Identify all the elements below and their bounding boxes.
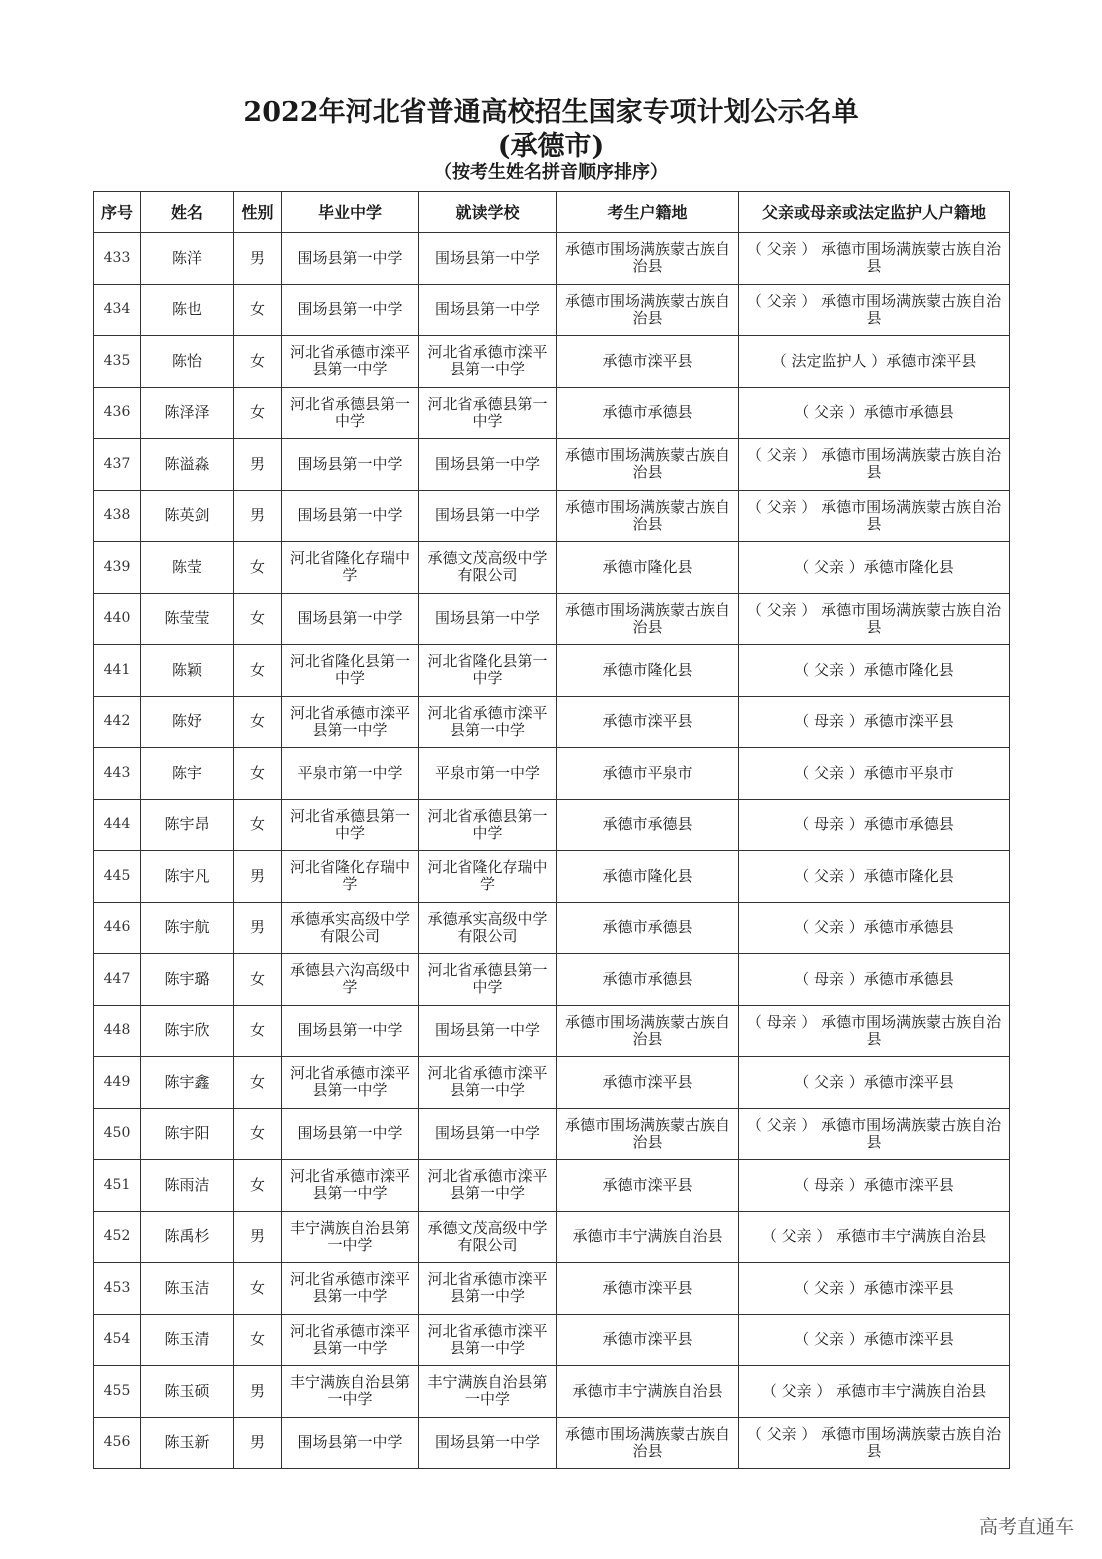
- cell-current-school: 河北省承德县第一中学: [419, 954, 557, 1006]
- cell-student-domicile: 承德市承德县: [557, 799, 739, 851]
- header-name: 姓名: [141, 192, 234, 233]
- table-row: [94, 799, 1010, 851]
- table-row: [94, 1263, 1010, 1315]
- table-row: [94, 593, 1010, 645]
- cell-grad-school: 围场县第一中学: [282, 1005, 419, 1057]
- cell-parent-domicile: （ 父亲 ） 承德市围场满族蒙古族自治县: [739, 233, 1010, 285]
- table-row: [94, 542, 1010, 594]
- cell-grad-school: 围场县第一中学: [282, 1108, 419, 1160]
- cell-parent-domicile: （ 父亲 ）承德市平泉市: [739, 748, 1010, 800]
- cell-grad-school: 承德县六沟高级中学: [282, 954, 419, 1006]
- cell-seq: 447: [94, 954, 141, 1006]
- cell-seq: 450: [94, 1108, 141, 1160]
- cell-gender: 女: [234, 542, 282, 594]
- cell-grad-school: 围场县第一中学: [282, 284, 419, 336]
- cell-parent-domicile: （ 母亲 ）承德市承德县: [739, 799, 1010, 851]
- table-row: [94, 696, 1010, 748]
- cell-gender: 女: [234, 1057, 282, 1109]
- cell-grad-school: 丰宁满族自治县第一中学: [282, 1211, 419, 1263]
- cell-parent-domicile: （ 父亲 ） 承德市围场满族蒙古族自治县: [739, 284, 1010, 336]
- header-current-school: 就读学校: [419, 192, 557, 233]
- cell-seq: 453: [94, 1263, 141, 1315]
- cell-student-domicile: 承德市承德县: [557, 387, 739, 439]
- table-row: [94, 1366, 1010, 1418]
- cell-current-school: 承德文茂高级中学有限公司: [419, 1211, 557, 1263]
- cell-current-school: 河北省承德市滦平县第一中学: [419, 336, 557, 388]
- cell-seq: 437: [94, 439, 141, 491]
- cell-current-school: 河北省承德县第一中学: [419, 799, 557, 851]
- cell-current-school: 河北省承德市滦平县第一中学: [419, 696, 557, 748]
- cell-student-domicile: 承德市承德县: [557, 902, 739, 954]
- cell-current-school: 围场县第一中学: [419, 490, 557, 542]
- cell-parent-domicile: （ 父亲 ）承德市隆化县: [739, 851, 1010, 903]
- cell-seq: 433: [94, 233, 141, 285]
- cell-parent-domicile: （ 父亲 ） 承德市丰宁满族自治县: [739, 1366, 1010, 1418]
- cell-seq: 440: [94, 593, 141, 645]
- cell-parent-domicile: （ 父亲 ） 承德市围场满族蒙古族自治县: [739, 490, 1010, 542]
- cell-parent-domicile: （ 父亲 ） 承德市围场满族蒙古族自治县: [739, 593, 1010, 645]
- cell-name: 陈宇: [141, 748, 234, 800]
- cell-student-domicile: 承德市承德县: [557, 954, 739, 1006]
- cell-parent-domicile: （ 父亲 ） 承德市围场满族蒙古族自治县: [739, 439, 1010, 491]
- cell-student-domicile: 承德市围场满族蒙古族自治县: [557, 439, 739, 491]
- cell-gender: 女: [234, 1160, 282, 1212]
- cell-student-domicile: 承德市滦平县: [557, 1160, 739, 1212]
- cell-grad-school: 河北省承德市滦平县第一中学: [282, 1057, 419, 1109]
- cell-gender: 男: [234, 439, 282, 491]
- cell-grad-school: 河北省承德市滦平县第一中学: [282, 336, 419, 388]
- cell-parent-domicile: （ 父亲 ）承德市滦平县: [739, 1314, 1010, 1366]
- cell-student-domicile: 承德市隆化县: [557, 542, 739, 594]
- cell-name: 陈宇阳: [141, 1108, 234, 1160]
- cell-grad-school: 围场县第一中学: [282, 490, 419, 542]
- cell-name: 陈宇欣: [141, 1005, 234, 1057]
- cell-parent-domicile: （ 父亲 ）承德市滦平县: [739, 1057, 1010, 1109]
- header-row: [94, 192, 1010, 233]
- table-row: [94, 439, 1010, 491]
- cell-student-domicile: 承德市隆化县: [557, 645, 739, 697]
- cell-seq: 455: [94, 1366, 141, 1418]
- cell-gender: 男: [234, 1417, 282, 1469]
- table-row: [94, 748, 1010, 800]
- cell-name: 陈宇璐: [141, 954, 234, 1006]
- cell-grad-school: 围场县第一中学: [282, 593, 419, 645]
- cell-seq: 451: [94, 1160, 141, 1212]
- cell-current-school: 承德承实高级中学有限公司: [419, 902, 557, 954]
- table-row: [94, 490, 1010, 542]
- cell-gender: 男: [234, 490, 282, 542]
- cell-parent-domicile: （ 父亲 ）承德市承德县: [739, 902, 1010, 954]
- cell-name: 陈也: [141, 284, 234, 336]
- header-student-domicile: 考生户籍地: [557, 192, 739, 233]
- cell-student-domicile: 承德市隆化县: [557, 851, 739, 903]
- cell-gender: 女: [234, 336, 282, 388]
- cell-name: 陈泽泽: [141, 387, 234, 439]
- cell-student-domicile: 承德市围场满族蒙古族自治县: [557, 593, 739, 645]
- cell-current-school: 河北省隆化县第一中学: [419, 645, 557, 697]
- cell-parent-domicile: （ 母亲 ）承德市滦平县: [739, 696, 1010, 748]
- cell-seq: 435: [94, 336, 141, 388]
- table-row: [94, 284, 1010, 336]
- cell-parent-domicile: （ 父亲 ）承德市滦平县: [739, 1263, 1010, 1315]
- cell-parent-domicile: （ 父亲 ） 承德市围场满族蒙古族自治县: [739, 1108, 1010, 1160]
- cell-name: 陈莹莹: [141, 593, 234, 645]
- cell-seq: 443: [94, 748, 141, 800]
- cell-student-domicile: 承德市围场满族蒙古族自治县: [557, 1108, 739, 1160]
- cell-gender: 男: [234, 1366, 282, 1418]
- cell-gender: 女: [234, 799, 282, 851]
- cell-parent-domicile: （ 母亲 ）承德市滦平县: [739, 1160, 1010, 1212]
- cell-student-domicile: 承德市围场满族蒙古族自治县: [557, 233, 739, 285]
- cell-seq: 456: [94, 1417, 141, 1469]
- table-row: [94, 1417, 1010, 1469]
- cell-parent-domicile: （ 父亲 ） 承德市丰宁满族自治县: [739, 1211, 1010, 1263]
- sort-note: （按考生姓名拼音顺序排序）: [434, 162, 668, 183]
- cell-parent-domicile: （ 父亲 ）承德市承德县: [739, 387, 1010, 439]
- cell-seq: 452: [94, 1211, 141, 1263]
- cell-grad-school: 围场县第一中学: [282, 233, 419, 285]
- cell-gender: 女: [234, 593, 282, 645]
- table-row: [94, 336, 1010, 388]
- cell-grad-school: 河北省隆化存瑞中学: [282, 851, 419, 903]
- table-row: [94, 1057, 1010, 1109]
- cell-grad-school: 河北省承德市滦平县第一中学: [282, 1160, 419, 1212]
- cell-gender: 女: [234, 1314, 282, 1366]
- page-title: 2022年河北省普通高校招生国家专项计划公示名单: [243, 97, 859, 128]
- cell-name: 陈溢淼: [141, 439, 234, 491]
- cell-grad-school: 河北省隆化存瑞中学: [282, 542, 419, 594]
- table-row: [94, 233, 1010, 285]
- cell-name: 陈雨洁: [141, 1160, 234, 1212]
- cell-student-domicile: 承德市滦平县: [557, 1314, 739, 1366]
- cell-grad-school: 平泉市第一中学: [282, 748, 419, 800]
- cell-name: 陈玉洁: [141, 1263, 234, 1315]
- cell-student-domicile: 承德市滦平县: [557, 1057, 739, 1109]
- cell-name: 陈玉硕: [141, 1366, 234, 1418]
- cell-current-school: 丰宁满族自治县第一中学: [419, 1366, 557, 1418]
- cell-current-school: 围场县第一中学: [419, 1417, 557, 1469]
- cell-name: 陈玉新: [141, 1417, 234, 1469]
- cell-grad-school: 围场县第一中学: [282, 1417, 419, 1469]
- cell-name: 陈英剑: [141, 490, 234, 542]
- cell-student-domicile: 承德市围场满族蒙古族自治县: [557, 490, 739, 542]
- cell-gender: 女: [234, 748, 282, 800]
- cell-gender: 女: [234, 387, 282, 439]
- cell-current-school: 围场县第一中学: [419, 233, 557, 285]
- cell-grad-school: 河北省承德市滦平县第一中学: [282, 1263, 419, 1315]
- cell-grad-school: 围场县第一中学: [282, 439, 419, 491]
- cell-student-domicile: 承德市丰宁满族自治县: [557, 1366, 739, 1418]
- cell-student-domicile: 承德市滦平县: [557, 1263, 739, 1315]
- cell-gender: 男: [234, 1211, 282, 1263]
- table-row: [94, 1211, 1010, 1263]
- cell-seq: 446: [94, 902, 141, 954]
- cell-seq: 436: [94, 387, 141, 439]
- cell-name: 陈禹杉: [141, 1211, 234, 1263]
- cell-name: 陈宇航: [141, 902, 234, 954]
- cell-grad-school: 河北省承德县第一中学: [282, 387, 419, 439]
- cell-name: 陈宇昂: [141, 799, 234, 851]
- student-list-table: [93, 191, 1010, 1469]
- cell-student-domicile: 承德市滦平县: [557, 336, 739, 388]
- cell-seq: 439: [94, 542, 141, 594]
- cell-parent-domicile: （ 父亲 ）承德市隆化县: [739, 542, 1010, 594]
- cell-student-domicile: 承德市平泉市: [557, 748, 739, 800]
- cell-seq: 454: [94, 1314, 141, 1366]
- cell-current-school: 承德文茂高级中学有限公司: [419, 542, 557, 594]
- cell-current-school: 河北省承德市滦平县第一中学: [419, 1263, 557, 1315]
- cell-gender: 女: [234, 1263, 282, 1315]
- cell-gender: 女: [234, 645, 282, 697]
- header-parent-domicile: 父亲或母亲或法定监护人户籍地: [739, 192, 1010, 233]
- cell-grad-school: 承德承实高级中学有限公司: [282, 902, 419, 954]
- cell-name: 陈妤: [141, 696, 234, 748]
- table-row: [94, 645, 1010, 697]
- table-row: [94, 954, 1010, 1006]
- cell-current-school: 围场县第一中学: [419, 439, 557, 491]
- cell-grad-school: 河北省承德县第一中学: [282, 799, 419, 851]
- cell-student-domicile: 承德市滦平县: [557, 696, 739, 748]
- cell-current-school: 河北省隆化存瑞中学: [419, 851, 557, 903]
- page-subtitle: (承德市): [497, 131, 605, 162]
- cell-name: 陈玉清: [141, 1314, 234, 1366]
- cell-gender: 男: [234, 851, 282, 903]
- cell-seq: 438: [94, 490, 141, 542]
- table-row: [94, 1314, 1010, 1366]
- cell-seq: 449: [94, 1057, 141, 1109]
- cell-gender: 男: [234, 233, 282, 285]
- cell-seq: 448: [94, 1005, 141, 1057]
- cell-current-school: 围场县第一中学: [419, 1108, 557, 1160]
- cell-seq: 434: [94, 284, 141, 336]
- cell-name: 陈宇鑫: [141, 1057, 234, 1109]
- header-grad-school: 毕业中学: [282, 192, 419, 233]
- header-gender: 性别: [234, 192, 282, 233]
- cell-parent-domicile: （ 母亲 ）承德市承德县: [739, 954, 1010, 1006]
- cell-name: 陈颖: [141, 645, 234, 697]
- cell-grad-school: 丰宁满族自治县第一中学: [282, 1366, 419, 1418]
- header-seq: 序号: [94, 192, 141, 233]
- cell-current-school: 围场县第一中学: [419, 1005, 557, 1057]
- cell-current-school: 河北省承德市滦平县第一中学: [419, 1314, 557, 1366]
- cell-parent-domicile: （ 父亲 ）承德市隆化县: [739, 645, 1010, 697]
- cell-seq: 441: [94, 645, 141, 697]
- cell-name: 陈莹: [141, 542, 234, 594]
- cell-name: 陈怡: [141, 336, 234, 388]
- cell-gender: 女: [234, 696, 282, 748]
- table-row: [94, 851, 1010, 903]
- table-row: [94, 387, 1010, 439]
- cell-seq: 442: [94, 696, 141, 748]
- watermark: 高考直通车: [978, 1516, 1074, 1538]
- table-row: [94, 902, 1010, 954]
- cell-current-school: 平泉市第一中学: [419, 748, 557, 800]
- table-row: [94, 1108, 1010, 1160]
- cell-seq: 444: [94, 799, 141, 851]
- cell-student-domicile: 承德市围场满族蒙古族自治县: [557, 284, 739, 336]
- cell-current-school: 围场县第一中学: [419, 593, 557, 645]
- cell-grad-school: 河北省承德市滦平县第一中学: [282, 1314, 419, 1366]
- cell-student-domicile: 承德市围场满族蒙古族自治县: [557, 1417, 739, 1469]
- cell-current-school: 围场县第一中学: [419, 284, 557, 336]
- cell-gender: 女: [234, 284, 282, 336]
- cell-parent-domicile: （ 法定监护人 ）承德市滦平县: [739, 336, 1010, 388]
- cell-student-domicile: 承德市丰宁满族自治县: [557, 1211, 739, 1263]
- cell-gender: 女: [234, 1005, 282, 1057]
- cell-parent-domicile: （ 母亲 ） 承德市围场满族蒙古族自治县: [739, 1005, 1010, 1057]
- cell-name: 陈宇凡: [141, 851, 234, 903]
- cell-current-school: 河北省承德市滦平县第一中学: [419, 1057, 557, 1109]
- cell-parent-domicile: （ 父亲 ） 承德市围场满族蒙古族自治县: [739, 1417, 1010, 1469]
- cell-current-school: 河北省承德县第一中学: [419, 387, 557, 439]
- cell-name: 陈洋: [141, 233, 234, 285]
- cell-gender: 男: [234, 902, 282, 954]
- cell-grad-school: 河北省承德市滦平县第一中学: [282, 696, 419, 748]
- cell-gender: 女: [234, 1108, 282, 1160]
- cell-current-school: 河北省承德市滦平县第一中学: [419, 1160, 557, 1212]
- table-row: [94, 1005, 1010, 1057]
- cell-grad-school: 河北省隆化县第一中学: [282, 645, 419, 697]
- table-row: [94, 1160, 1010, 1212]
- cell-student-domicile: 承德市围场满族蒙古族自治县: [557, 1005, 739, 1057]
- cell-gender: 女: [234, 954, 282, 1006]
- cell-seq: 445: [94, 851, 141, 903]
